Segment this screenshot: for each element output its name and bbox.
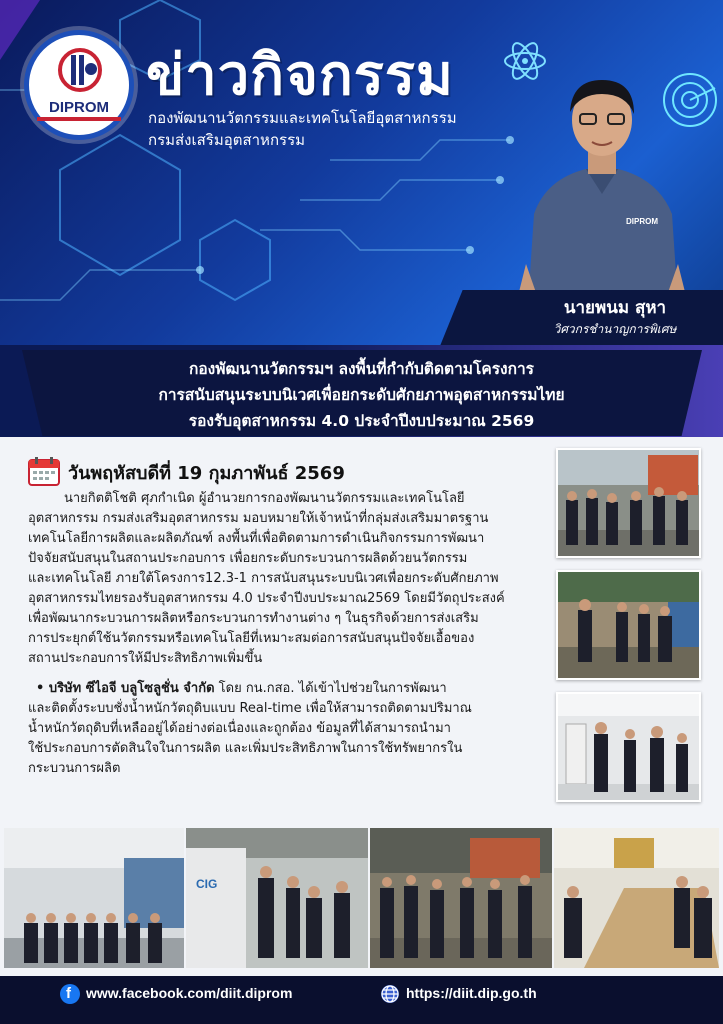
division-name: กองพัฒนานวัตกรรมและเทคโนโลยีอุตสาหกรรม — [148, 109, 457, 127]
bullet-line: กระบวนการผลิต — [28, 761, 121, 776]
headline-line-2: การสนับสนุนระบบนิเวศเพื่อยกระดับศักยภาพอุตสาหกรรมไทย — [158, 386, 565, 404]
company-name: บริษัท ซีไอจี บลูโซลูชั่น จำกัด — [48, 681, 215, 696]
photo-illustration — [554, 828, 719, 968]
bottom-photo-3 — [370, 828, 552, 968]
paragraph-line: เพื่อพัฒนากระบวนการผลิตหรือกระบวนการทำงานต่าง ๆ ในธุรกิจด้วยการส่งเสริม — [28, 611, 479, 626]
bullet-text: โดย กน.กสอ. ได้เข้าไปช่วยในการพัฒนา — [214, 681, 447, 696]
activity-photo-2 — [556, 570, 701, 680]
photo-illustration — [4, 828, 184, 968]
calendar-icon — [28, 456, 60, 486]
facebook-link[interactable]: www.facebook.com/diit.diprom — [86, 985, 293, 1001]
photo-illustration — [186, 828, 368, 968]
paragraph-line: เทคโนโลยีการผลิตและผลิตภัณฑ์ ลงพื้นที่เพื่อติดตามการดำเนินกิจกรรมการพัฒนา — [28, 531, 485, 546]
globe-icon — [380, 984, 400, 1004]
bullet-line: และติดตั้งระบบชั่งน้ำหนักวัตถุดิบแบบ Real-time เพื่อให้สามารถติดตามปริมาณ — [28, 701, 472, 716]
photo-illustration — [370, 828, 552, 968]
paragraph-line: อุตสาหกรรมไทยรองรับอุตสาหกรรม 4.0 ประจำปีงบประมาณ2569 โดยมีวัตถุประสงค์ — [28, 591, 505, 606]
photo-illustration — [558, 572, 701, 680]
bottom-photo-4 — [554, 828, 719, 968]
photo-illustration — [558, 450, 701, 558]
bullet-dot: • — [36, 681, 49, 696]
logo-underline — [37, 117, 121, 121]
page-title: ข่าวกิจกรรม — [146, 43, 454, 108]
logo-label: DIPROM — [49, 99, 109, 116]
website-link[interactable]: https://diit.dip.go.th — [406, 985, 537, 1001]
bottom-photo-1 — [4, 828, 184, 968]
person-role: วิศวกรชำนาญการพิเศษ — [553, 322, 677, 336]
headline-line-3: รองรับอุตสาหกรรม 4.0 ประจำปีงบประมาณ 2569 — [188, 412, 535, 430]
bullet-line: น้ำหนักวัตถุดิบที่เหลืออยู่ได้อย่างต่อเนื่องและถูกต้อง ข้อมูลที่ได้สามารถนำมา — [28, 721, 451, 736]
diprom-logo — [24, 30, 134, 140]
shirt-logo: DIPROM — [626, 217, 658, 226]
bottom-photo-2 — [186, 828, 368, 968]
company-sign: CIG — [196, 877, 218, 891]
bullet-line: ใช้ประกอบการตัดสินใจในการผลิต และเพิ่มประสิทธิภาพในการใช้ทรัพยากรใน — [28, 741, 463, 756]
facebook-icon: f — [60, 984, 80, 1004]
header-banner — [0, 0, 723, 345]
paragraph-line: สถานประกอบการให้มีประสิทธิภาพเพิ่มขึ้น — [28, 651, 263, 666]
activity-photo-3 — [556, 692, 701, 802]
article-date: วันพฤหัสบดีที่ 19 กุมภาพันธ์ 2569 — [68, 463, 345, 484]
paragraph-line: การประยุกต์ใช้นวัตกรรมหรือเทคโนโลยีที่เหมาะสมต่อการสนับสนุนปัจจัยเอื้อของ — [28, 631, 475, 646]
paragraph-line: ปัจจัยสนับสนุนในสถานประกอบการ เพื่อยกระดับกระบวนการผลิตด้วยนวัตกรรม — [28, 551, 468, 566]
paragraph-line: และเทคโนโลยี ภายใต้โครงการ12.3-1 การสนับสนุนระบบนิเวศเพื่อยกระดับศักยภาพ — [28, 571, 499, 586]
bullet-line-1 — [36, 680, 556, 698]
paragraph-line: นายกิตติโชติ ศุภกำเนิด ผู้อำนวยการกองพัฒนานวัตกรรมและเทคโนโลยี — [64, 491, 465, 506]
person-portrait — [516, 64, 688, 304]
diprom-emblem-icon — [57, 47, 103, 93]
activity-photo-1 — [556, 448, 701, 558]
headline-line-1: กองพัฒนานวัตกรรมฯ ลงพื้นที่กำกับติดตามโครงการ — [188, 360, 535, 378]
paragraph-line: อุตสาหกรรม กรมส่งเสริมอุตสาหกรรม มอบหมายให้เจ้าหน้าที่กลุ่มส่งเสริมมาตรฐาน — [28, 511, 489, 526]
photo-illustration — [558, 694, 701, 802]
person-name: นายพนม สุหา — [563, 298, 667, 318]
department-name: กรมส่งเสริมอุตสาหกรรม — [148, 131, 306, 149]
